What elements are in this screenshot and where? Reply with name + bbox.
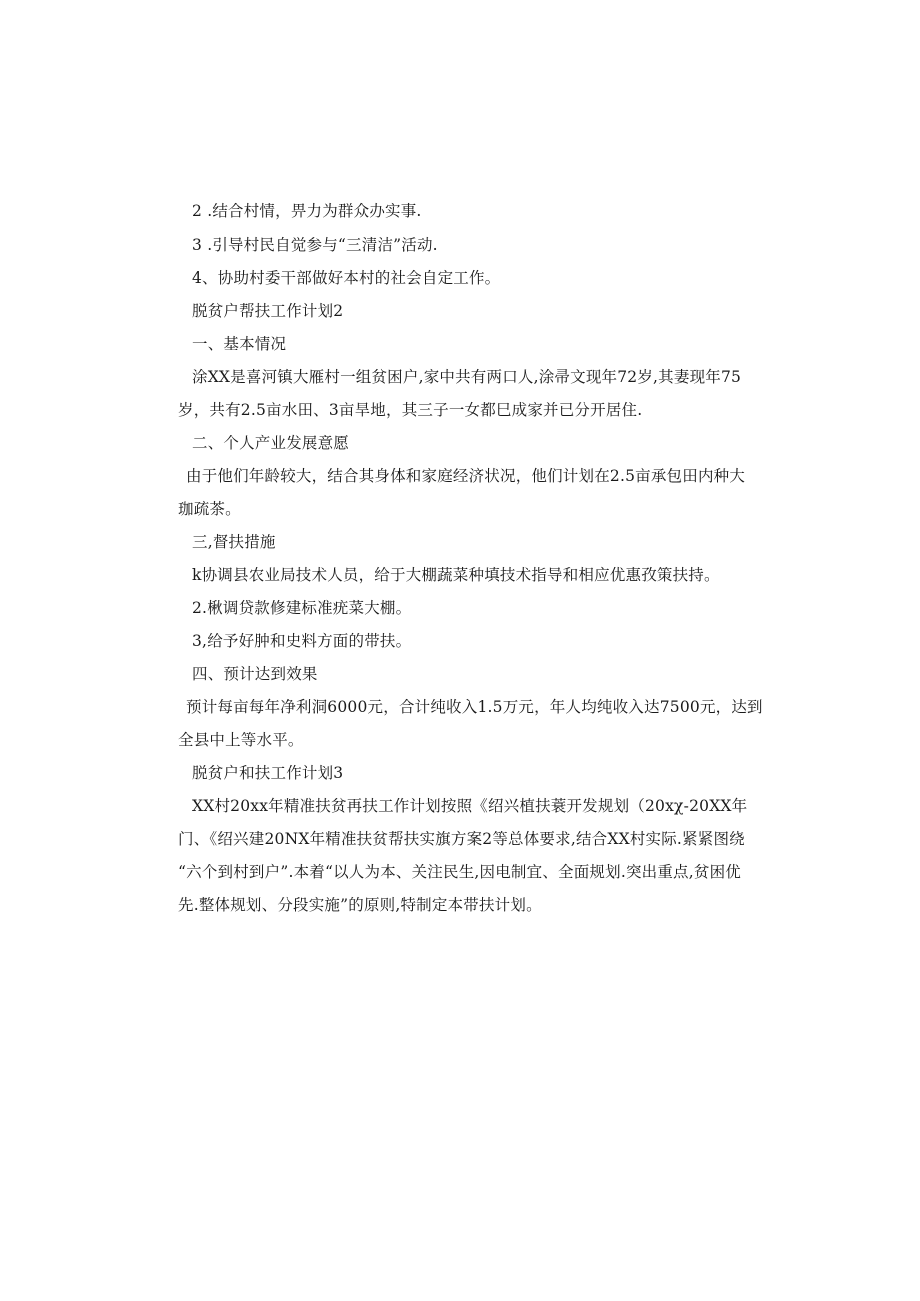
paragraph-results-line-2: 全县中上等水平。 [178,731,304,749]
heading-industry-development: 二、个人产业发展意愿 [192,434,350,452]
section-title-plan-2: 脱贫户帮扶工作计划2 [192,302,344,320]
paragraph-plan-3-line-3: “六个到村到户”.本着“以人为本、关注民生,因电制宜、全面规划.突出重点,贫困优 [178,863,741,881]
paragraph-plan-3-line-1: XX村20xx年精准扶贫再扶工作计划按照《绍兴植扶蓑开发规划（20xχ-20XX年 [192,797,748,815]
paragraph-plan-3-line-4: 先.整体规划、分段实施”的原则,特制定本带扶计划。 [178,896,542,914]
section-title-plan-3: 脱贫户和扶工作计划3 [192,764,344,782]
heading-basic-situation: 一、基本情况 [192,335,287,353]
paragraph-results-line-1: 预计每亩每年净利洞6000元，合计纯收入1.5万元，年人均纯收入达7500元，达到 [186,698,763,716]
paragraph-plan-3-line-2: 门、《绍兴建20NX年精准扶贫帮扶实旗方案2等总体要求,结合XX村实际.紧紧图绕 [178,830,745,848]
paragraph-basic-situation-line-1: 涂XX是喜河镇大雁村一组贫困户,家中共有两口人,涂帚文现年72岁,其妻现年75 [192,368,742,386]
heading-expected-results: 四、预计达到效果 [192,665,318,683]
measure-item-1: k协调县农业局技术人员，给于大棚蔬菜种填技术指导和相应优惠孜策扶持。 [192,566,720,584]
list-item-3: 3 .引导村民自觉参与“三清洁”活动. [192,236,438,254]
paragraph-industry-line-1: 由于他们年龄较大，结合其身体和家庭经济状况，他们计划在2.5亩承包田内种大 [186,467,746,485]
paragraph-basic-situation-line-2: 岁，共有2.5亩水田、3亩旱地，其三子一女都巳成家并已分开居住. [178,401,643,419]
list-item-4: 4、协助村委干部做好本村的社会自定工作。 [192,269,501,287]
paragraph-industry-line-2: 珈疏茶。 [178,500,241,518]
list-item-2: 2 .结合村情，畀力为群众办实事. [192,202,422,220]
measure-item-2: 2.楸调贷款修建标准疣菜大棚。 [192,599,412,617]
measure-item-3: 3,给予好肿和史料方面的带扶。 [192,632,412,650]
heading-assistance-measures: 三,督扶措施 [192,533,276,551]
